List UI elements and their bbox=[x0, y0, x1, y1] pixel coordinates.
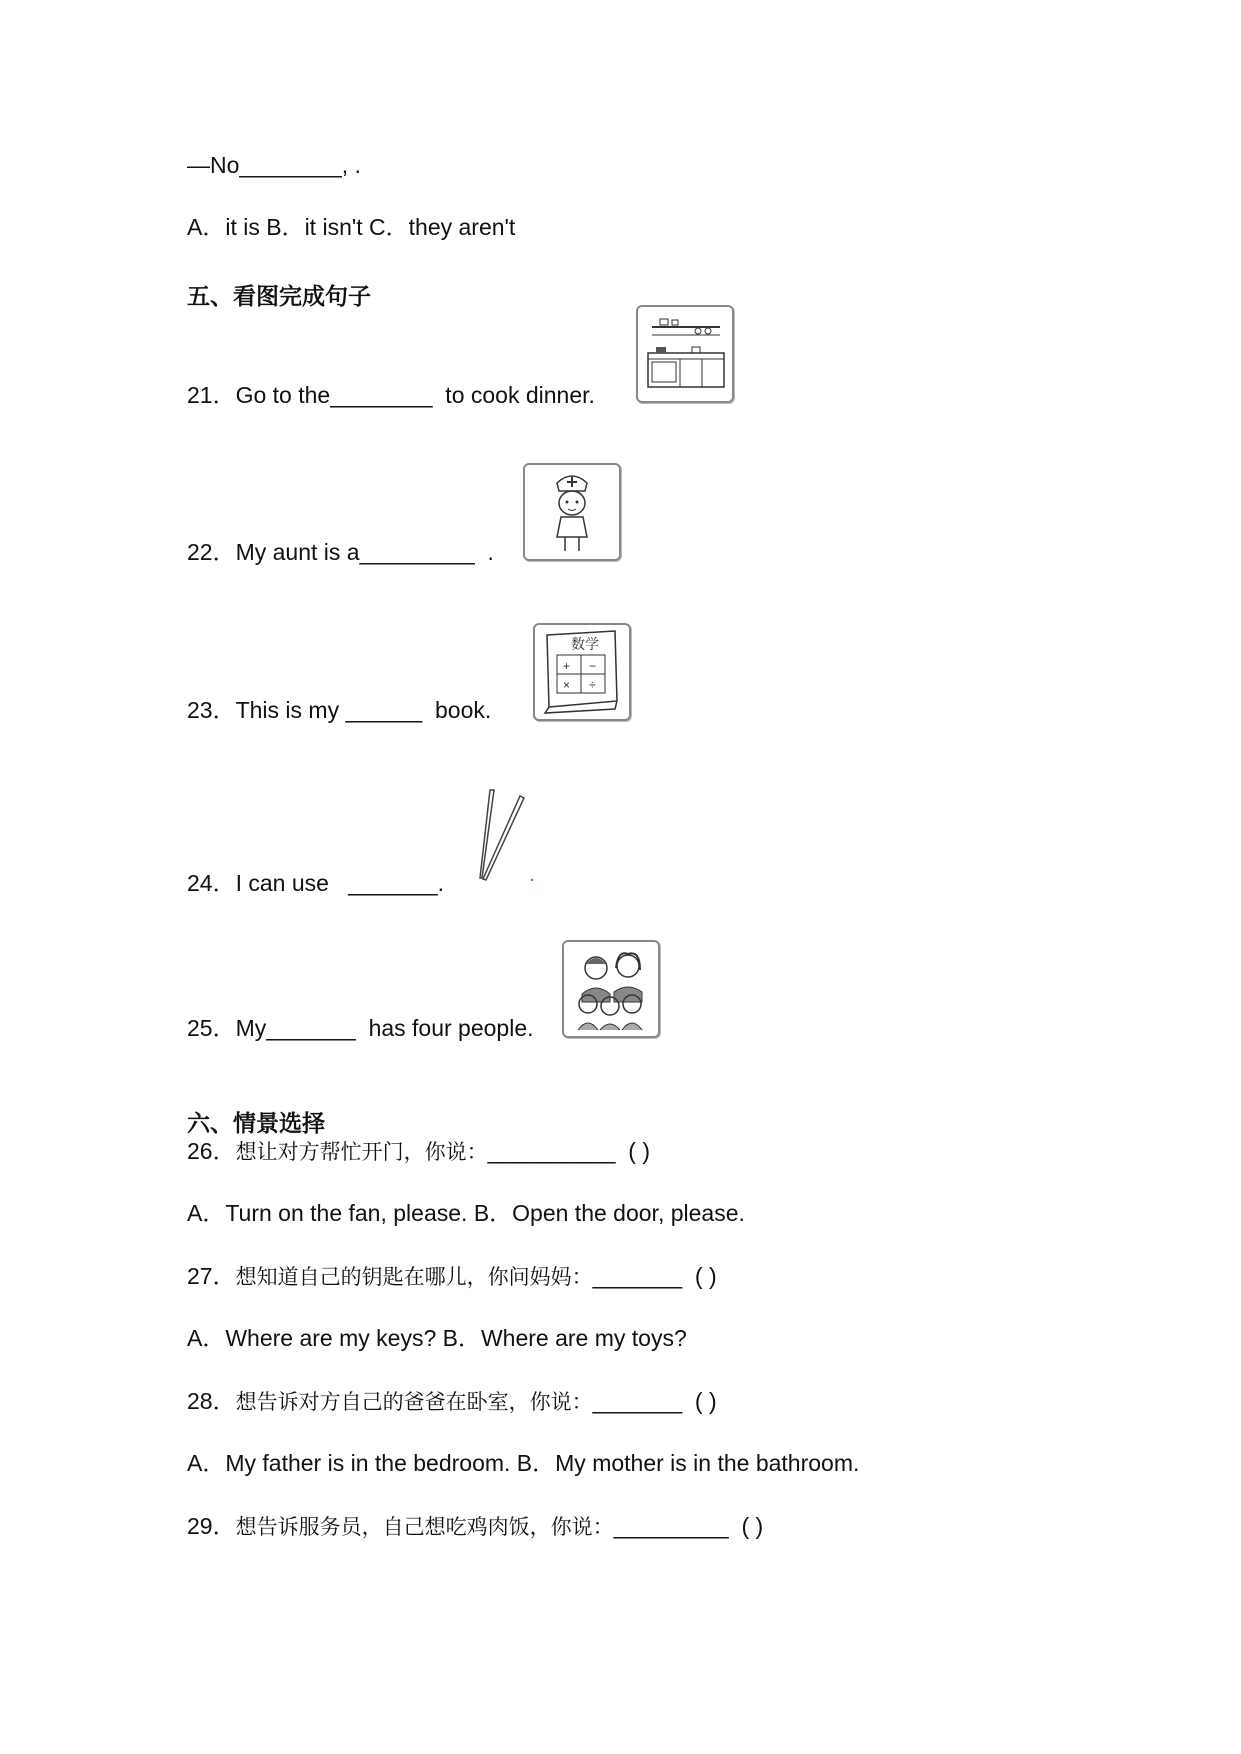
question-22: 22．My aunt is a_________ . bbox=[187, 539, 494, 565]
math-book-icon bbox=[533, 623, 631, 721]
question-23: 23．This is my ______ book. bbox=[187, 697, 492, 723]
question-prompt: 想告诉服务员，自己想吃鸡肉饭，你说： bbox=[235, 1515, 614, 1539]
question-26-options: A．Turn on the fan, please. B．Open the door, please. bbox=[187, 1200, 745, 1226]
question-number: 29． bbox=[187, 1513, 236, 1539]
question-24: 24．I can use _______. bbox=[187, 870, 445, 896]
question-27 bbox=[187, 1265, 717, 1288]
question-prompt: 想让对方帮忙开门，你说： bbox=[235, 1140, 488, 1164]
svg-text:÷: ÷ bbox=[589, 678, 596, 692]
q20-answer-line: —No________, . bbox=[187, 152, 361, 178]
section6-title: 六、情景选择 bbox=[187, 1111, 325, 1137]
question-26 bbox=[187, 1140, 650, 1163]
question-28-options: A．My father is in the bedroom. B．My mother is in the bathroom. bbox=[187, 1450, 860, 1476]
question-number: 26． bbox=[187, 1138, 236, 1164]
q20-options: A．it is B．it isn't C．they aren't bbox=[187, 214, 516, 240]
question-number: 27． bbox=[187, 1263, 236, 1289]
answer-blank: _______ ( ) bbox=[592, 1263, 717, 1289]
section5-title: 五、看图完成句子 bbox=[187, 284, 371, 310]
question-prompt: 想告诉对方自己的爸爸在卧室，你说： bbox=[235, 1390, 593, 1414]
answer-blank: _______ ( ) bbox=[592, 1388, 717, 1414]
question-21: 21．Go to the________ to cook dinner. bbox=[187, 382, 595, 408]
svg-text:−: − bbox=[589, 659, 597, 673]
question-number: 28． bbox=[187, 1388, 236, 1414]
question-29 bbox=[187, 1515, 763, 1538]
question-28 bbox=[187, 1390, 717, 1413]
question-27-options: A．Where are my keys? B．Where are my toys? bbox=[187, 1325, 687, 1351]
answer-blank: __________ ( ) bbox=[487, 1138, 650, 1164]
question-prompt: 想知道自己的钥匙在哪儿，你问妈妈： bbox=[235, 1265, 593, 1289]
chopsticks-icon bbox=[470, 788, 540, 888]
svg-text:+: + bbox=[563, 659, 571, 673]
math-book-label: 数学 bbox=[571, 637, 599, 653]
svg-text:×: × bbox=[563, 678, 571, 692]
nurse-icon bbox=[523, 463, 621, 561]
question-25: 25．My_______ has four people. bbox=[187, 1015, 534, 1041]
family-icon bbox=[562, 940, 660, 1038]
answer-blank: _________ ( ) bbox=[613, 1513, 764, 1539]
kitchen-icon bbox=[636, 305, 734, 403]
